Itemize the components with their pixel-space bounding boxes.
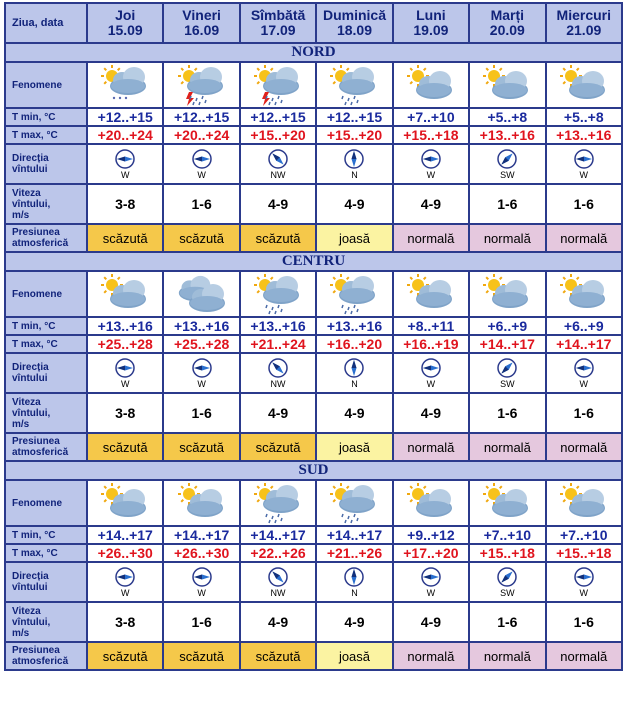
wind-speed-value: 3-8: [88, 394, 162, 432]
pressure-value: scăzută: [241, 434, 315, 460]
label-line: Viteza: [12, 605, 41, 617]
wind-speed-value: 1-6: [547, 185, 621, 223]
wind-speed-row: [6, 394, 621, 432]
tmax-label: T max, °C: [6, 336, 86, 352]
day-name: Sîmbătă: [250, 7, 306, 23]
tmin-value: +6..+9: [547, 318, 621, 334]
wind-direction-value: N: [351, 587, 358, 598]
tmin-value: +7..+10: [394, 109, 468, 125]
tmax-value: +17..+20: [394, 545, 468, 561]
compass-arrow-icon: [88, 149, 162, 169]
wind-direction-cell: [470, 354, 544, 392]
sun-cloud-icon: [88, 273, 162, 315]
label-line: m/s: [12, 209, 30, 221]
wind-direction-cell: [547, 354, 621, 392]
pressure-value: normală: [547, 643, 621, 669]
phenomena-cell: [241, 481, 315, 525]
phenomena-cell: [547, 63, 621, 107]
phenomena-cell: [470, 272, 544, 316]
wind-direction-label: [6, 563, 86, 601]
day-date: 20.09: [489, 22, 525, 38]
tmin-value: +12..+15: [241, 109, 315, 125]
wind-direction-value: W: [579, 378, 589, 389]
day-name: Marți: [490, 7, 525, 23]
phenomena-cell: [317, 481, 391, 525]
wind-direction-value: N: [351, 378, 358, 389]
sun-cloud-light-rain-icon: [88, 64, 162, 106]
label-line: Presiunea: [12, 436, 60, 447]
pressure-value: scăzută: [88, 434, 162, 460]
wind-direction-cell: [394, 145, 468, 183]
tmax-value: +20..+24: [164, 127, 238, 143]
wind-speed-value: 1-6: [470, 603, 544, 641]
day-name: Miercuri: [556, 7, 611, 23]
label-line: m/s: [12, 418, 30, 430]
region-title: SUD: [6, 462, 621, 479]
wind-speed-value: 3-8: [88, 603, 162, 641]
phenomena-row: [6, 481, 621, 525]
tmin-value: +12..+15: [317, 109, 391, 125]
wind-direction-cell: [394, 563, 468, 601]
pressure-value: normală: [394, 434, 468, 460]
phenomena-cell: [88, 63, 162, 107]
compass-arrow-icon: [470, 149, 544, 169]
tmax-value: +15..+20: [241, 127, 315, 143]
wind-direction-row: [6, 145, 621, 183]
pressure-value: scăzută: [164, 434, 238, 460]
wind-direction-value: W: [197, 587, 206, 598]
phenomena-label: Fenomene: [6, 272, 86, 316]
wind-direction-cell: [317, 145, 391, 183]
tmin-value: +12..+15: [88, 109, 162, 125]
wind-speed-value: 1-6: [164, 185, 238, 223]
wind-direction-cell: [164, 354, 238, 392]
wind-direction-value: SW: [500, 587, 515, 598]
wind-direction-cell: [547, 145, 621, 183]
sun-cloud-icon: [394, 64, 468, 106]
corner-label: Ziua, data: [6, 4, 86, 42]
header-row: [6, 4, 621, 42]
sun-cloud-rain-icon: [317, 482, 391, 524]
tmax-value: +26..+30: [88, 545, 162, 561]
label-line: vîntului: [12, 164, 48, 175]
sun-cloud-rain-icon: [241, 482, 315, 524]
tmin-value: +13..+16: [317, 318, 391, 334]
wind-direction-value: W: [120, 378, 130, 389]
pressure-value: normală: [470, 434, 544, 460]
label-line: vîntului,: [12, 407, 51, 419]
tmax-value: +20..+24: [88, 127, 162, 143]
label-line: vîntului,: [12, 616, 51, 628]
label-line: Direcția: [12, 153, 49, 164]
tmax-value: +25..+28: [88, 336, 162, 352]
phenomena-cell: [547, 481, 621, 525]
sun-cloud-icon: [470, 482, 544, 524]
wind-direction-value: W: [197, 378, 206, 389]
wind-direction-cell: [470, 563, 544, 601]
label-line: m/s: [12, 627, 30, 639]
pressure-row: [6, 434, 621, 460]
sun-thunderstorm-rain-icon: [241, 64, 315, 106]
sun-cloud-rain-icon: [241, 273, 315, 315]
tmin-value: +7..+10: [470, 527, 544, 543]
day-date: 21.09: [566, 22, 602, 38]
compass-arrow-icon: [547, 567, 621, 587]
compass-arrow-icon: [394, 149, 468, 169]
wind-direction-cell: [88, 145, 162, 183]
forecast-table: [4, 2, 623, 671]
phenomena-row: [6, 63, 621, 107]
wind-direction-value: NW: [270, 587, 286, 598]
wind-direction-row: [6, 354, 621, 392]
label-line: Presiunea: [12, 645, 60, 656]
tmin-value: +13..+16: [164, 318, 238, 334]
wind-speed-value: 4-9: [394, 185, 468, 223]
wind-speed-value: 4-9: [394, 603, 468, 641]
label-line: vîntului: [12, 582, 48, 593]
wind-direction-cell: [317, 563, 391, 601]
compass-arrow-icon: [88, 358, 162, 378]
day-date: 19.09: [413, 22, 449, 38]
wind-direction-cell: [547, 563, 621, 601]
tmax-label: T max, °C: [6, 127, 86, 143]
wind-speed-value: 1-6: [164, 603, 238, 641]
label-line: atmosferică: [12, 656, 69, 667]
wind-speed-value: 4-9: [317, 394, 391, 432]
tmax-value: +15..+18: [394, 127, 468, 143]
label-line: vîntului: [12, 373, 48, 384]
compass-arrow-icon: [164, 567, 238, 587]
phenomena-cell: [88, 272, 162, 316]
compass-arrow-icon: [88, 567, 162, 587]
phenomena-cell: [164, 481, 238, 525]
tmax-value: +22..+26: [241, 545, 315, 561]
day-name: Joi: [115, 7, 136, 23]
compass-arrow-icon: [241, 567, 315, 587]
tmin-value: +13..+16: [241, 318, 315, 334]
phenomena-row: [6, 272, 621, 316]
phenomena-cell: [547, 272, 621, 316]
wind-direction-value: W: [426, 169, 436, 180]
day-date: 15.09: [107, 22, 143, 38]
wind-speed-label: [6, 185, 86, 223]
region-header-row: [6, 462, 621, 479]
compass-arrow-icon: [394, 567, 468, 587]
pressure-value: normală: [470, 643, 544, 669]
sun-cloud-icon: [470, 273, 544, 315]
wind-speed-value: 4-9: [317, 185, 391, 223]
pressure-value: scăzută: [164, 643, 238, 669]
tmax-value: +25..+28: [164, 336, 238, 352]
pressure-value: normală: [547, 225, 621, 251]
tmax-value: +21..+26: [317, 545, 391, 561]
wind-speed-value: 4-9: [241, 603, 315, 641]
phenomena-label: Fenomene: [6, 63, 86, 107]
label-line: Direcția: [12, 571, 49, 582]
phenomena-label: Fenomene: [6, 481, 86, 525]
compass-arrow-icon: [394, 358, 468, 378]
wind-direction-value: W: [120, 169, 130, 180]
tmin-value: +6..+9: [470, 318, 544, 334]
day-name: Duminică: [322, 7, 386, 23]
compass-arrow-icon: [317, 149, 391, 169]
compass-arrow-icon: [470, 567, 544, 587]
phenomena-cell: [88, 481, 162, 525]
wind-direction-cell: [241, 145, 315, 183]
tmax-row: [6, 127, 621, 143]
region-title: CENTRU: [6, 253, 621, 270]
wind-direction-value: W: [579, 587, 589, 598]
wind-direction-value: N: [351, 169, 358, 180]
day-date: 16.09: [184, 22, 220, 38]
pressure-row: [6, 225, 621, 251]
wind-speed-value: 1-6: [470, 394, 544, 432]
pressure-value: scăzută: [88, 225, 162, 251]
tmax-value: +13..+16: [547, 127, 621, 143]
pressure-label: [6, 434, 86, 460]
sun-cloud-icon: [394, 482, 468, 524]
pressure-value: scăzută: [241, 643, 315, 669]
wind-direction-cell: [88, 563, 162, 601]
wind-speed-value: 4-9: [241, 185, 315, 223]
day-header: [547, 4, 621, 42]
label-line: Viteza: [12, 396, 41, 408]
day-name: Vineri: [182, 7, 221, 23]
day-header: [88, 4, 162, 42]
wind-speed-value: 4-9: [394, 394, 468, 432]
sun-cloud-rain-icon: [317, 273, 391, 315]
tmin-row: [6, 109, 621, 125]
wind-direction-value: W: [120, 587, 130, 598]
phenomena-cell: [164, 272, 238, 316]
wind-speed-value: 4-9: [241, 394, 315, 432]
pressure-value: scăzută: [88, 643, 162, 669]
pressure-value: normală: [394, 643, 468, 669]
compass-arrow-icon: [164, 358, 238, 378]
wind-speed-label: [6, 603, 86, 641]
sun-cloud-icon: [164, 482, 238, 524]
day-header: [164, 4, 238, 42]
wind-direction-cell: [394, 354, 468, 392]
compass-arrow-icon: [164, 149, 238, 169]
wind-direction-cell: [241, 354, 315, 392]
pressure-value: normală: [547, 434, 621, 460]
wind-speed-value: 1-6: [547, 603, 621, 641]
tmax-value: +15..+20: [317, 127, 391, 143]
wind-direction-row: [6, 563, 621, 601]
wind-speed-row: [6, 185, 621, 223]
region-header-row: [6, 44, 621, 61]
tmax-value: +15..+18: [547, 545, 621, 561]
wind-direction-value: NW: [270, 378, 286, 389]
wind-direction-value: W: [426, 587, 436, 598]
phenomena-cell: [394, 63, 468, 107]
region-header-row: [6, 253, 621, 270]
thunderstorm-rain-icon: [164, 64, 238, 106]
pressure-value: joasă: [317, 434, 391, 460]
wind-direction-cell: [88, 354, 162, 392]
pressure-label: [6, 643, 86, 669]
phenomena-cell: [164, 63, 238, 107]
phenomena-cell: [317, 272, 391, 316]
label-line: atmosferică: [12, 447, 69, 458]
tmin-row: [6, 527, 621, 543]
tmax-row: [6, 336, 621, 352]
tmin-label: T min, °C: [6, 527, 86, 543]
day-name: Luni: [416, 7, 446, 23]
tmin-value: +5..+8: [547, 109, 621, 125]
wind-direction-value: SW: [500, 169, 515, 180]
day-header: [470, 4, 544, 42]
phenomena-cell: [394, 481, 468, 525]
wind-direction-cell: [164, 563, 238, 601]
label-line: Viteza: [12, 187, 41, 199]
sun-cloud-icon: [547, 64, 621, 106]
region-title: NORD: [6, 44, 621, 61]
pressure-value: normală: [394, 225, 468, 251]
tmin-value: +7..+10: [547, 527, 621, 543]
compass-arrow-icon: [241, 358, 315, 378]
wind-speed-value: 3-8: [88, 185, 162, 223]
phenomena-cell: [470, 63, 544, 107]
tmax-value: +15..+18: [470, 545, 544, 561]
tmax-value: +14..+17: [470, 336, 544, 352]
tmax-row: [6, 545, 621, 561]
sun-cloud-icon: [547, 273, 621, 315]
label-line: Direcția: [12, 362, 49, 373]
wind-direction-value: SW: [500, 378, 515, 389]
tmin-value: +14..+17: [88, 527, 162, 543]
day-header: [317, 4, 391, 42]
sun-cloud-icon: [88, 482, 162, 524]
sun-cloud-icon: [394, 273, 468, 315]
pressure-value: joasă: [317, 643, 391, 669]
tmin-value: +14..+17: [317, 527, 391, 543]
phenomena-cell: [317, 63, 391, 107]
tmin-value: +13..+16: [88, 318, 162, 334]
tmax-value: +13..+16: [470, 127, 544, 143]
pressure-value: normală: [470, 225, 544, 251]
tmin-value: +8..+11: [394, 318, 468, 334]
wind-direction-cell: [317, 354, 391, 392]
wind-direction-value: W: [426, 378, 436, 389]
label-line: vîntului,: [12, 198, 51, 210]
phenomena-cell: [470, 481, 544, 525]
tmin-value: +5..+8: [470, 109, 544, 125]
day-header: [241, 4, 315, 42]
pressure-value: scăzută: [164, 225, 238, 251]
tmax-label: T max, °C: [6, 545, 86, 561]
wind-direction-cell: [470, 145, 544, 183]
day-date: 18.09: [336, 22, 372, 38]
compass-arrow-icon: [547, 149, 621, 169]
compass-arrow-icon: [317, 358, 391, 378]
compass-arrow-icon: [470, 358, 544, 378]
wind-direction-label: [6, 354, 86, 392]
sun-cloud-icon: [547, 482, 621, 524]
wind-speed-label: [6, 394, 86, 432]
wind-speed-row: [6, 603, 621, 641]
compass-arrow-icon: [547, 358, 621, 378]
wind-speed-value: 4-9: [317, 603, 391, 641]
tmin-value: +14..+17: [164, 527, 238, 543]
wind-speed-value: 1-6: [164, 394, 238, 432]
phenomena-cell: [241, 272, 315, 316]
pressure-label: [6, 225, 86, 251]
tmin-value: +14..+17: [241, 527, 315, 543]
tmax-value: +26..+30: [164, 545, 238, 561]
phenomena-cell: [241, 63, 315, 107]
wind-direction-cell: [164, 145, 238, 183]
day-date: 17.09: [260, 22, 296, 38]
tmax-value: +14..+17: [547, 336, 621, 352]
pressure-value: scăzută: [241, 225, 315, 251]
tmin-value: +9..+12: [394, 527, 468, 543]
compass-arrow-icon: [317, 567, 391, 587]
tmin-label: T min, °C: [6, 109, 86, 125]
label-line: Presiunea: [12, 227, 60, 238]
compass-arrow-icon: [241, 149, 315, 169]
wind-direction-value: W: [579, 169, 589, 180]
wind-speed-value: 1-6: [470, 185, 544, 223]
pressure-value: joasă: [317, 225, 391, 251]
wind-speed-value: 1-6: [547, 394, 621, 432]
tmin-label: T min, °C: [6, 318, 86, 334]
sun-cloud-icon: [470, 64, 544, 106]
tmax-value: +16..+19: [394, 336, 468, 352]
wind-direction-value: NW: [270, 169, 286, 180]
cloudy-icon: [164, 273, 238, 315]
tmax-value: +16..+20: [317, 336, 391, 352]
sun-cloud-rain-icon: [317, 64, 391, 106]
wind-direction-label: [6, 145, 86, 183]
tmin-value: +12..+15: [164, 109, 238, 125]
wind-direction-value: W: [197, 169, 206, 180]
phenomena-cell: [394, 272, 468, 316]
tmin-row: [6, 318, 621, 334]
wind-direction-cell: [241, 563, 315, 601]
day-header: [394, 4, 468, 42]
label-line: atmosferică: [12, 238, 69, 249]
pressure-row: [6, 643, 621, 669]
tmax-value: +21..+24: [241, 336, 315, 352]
